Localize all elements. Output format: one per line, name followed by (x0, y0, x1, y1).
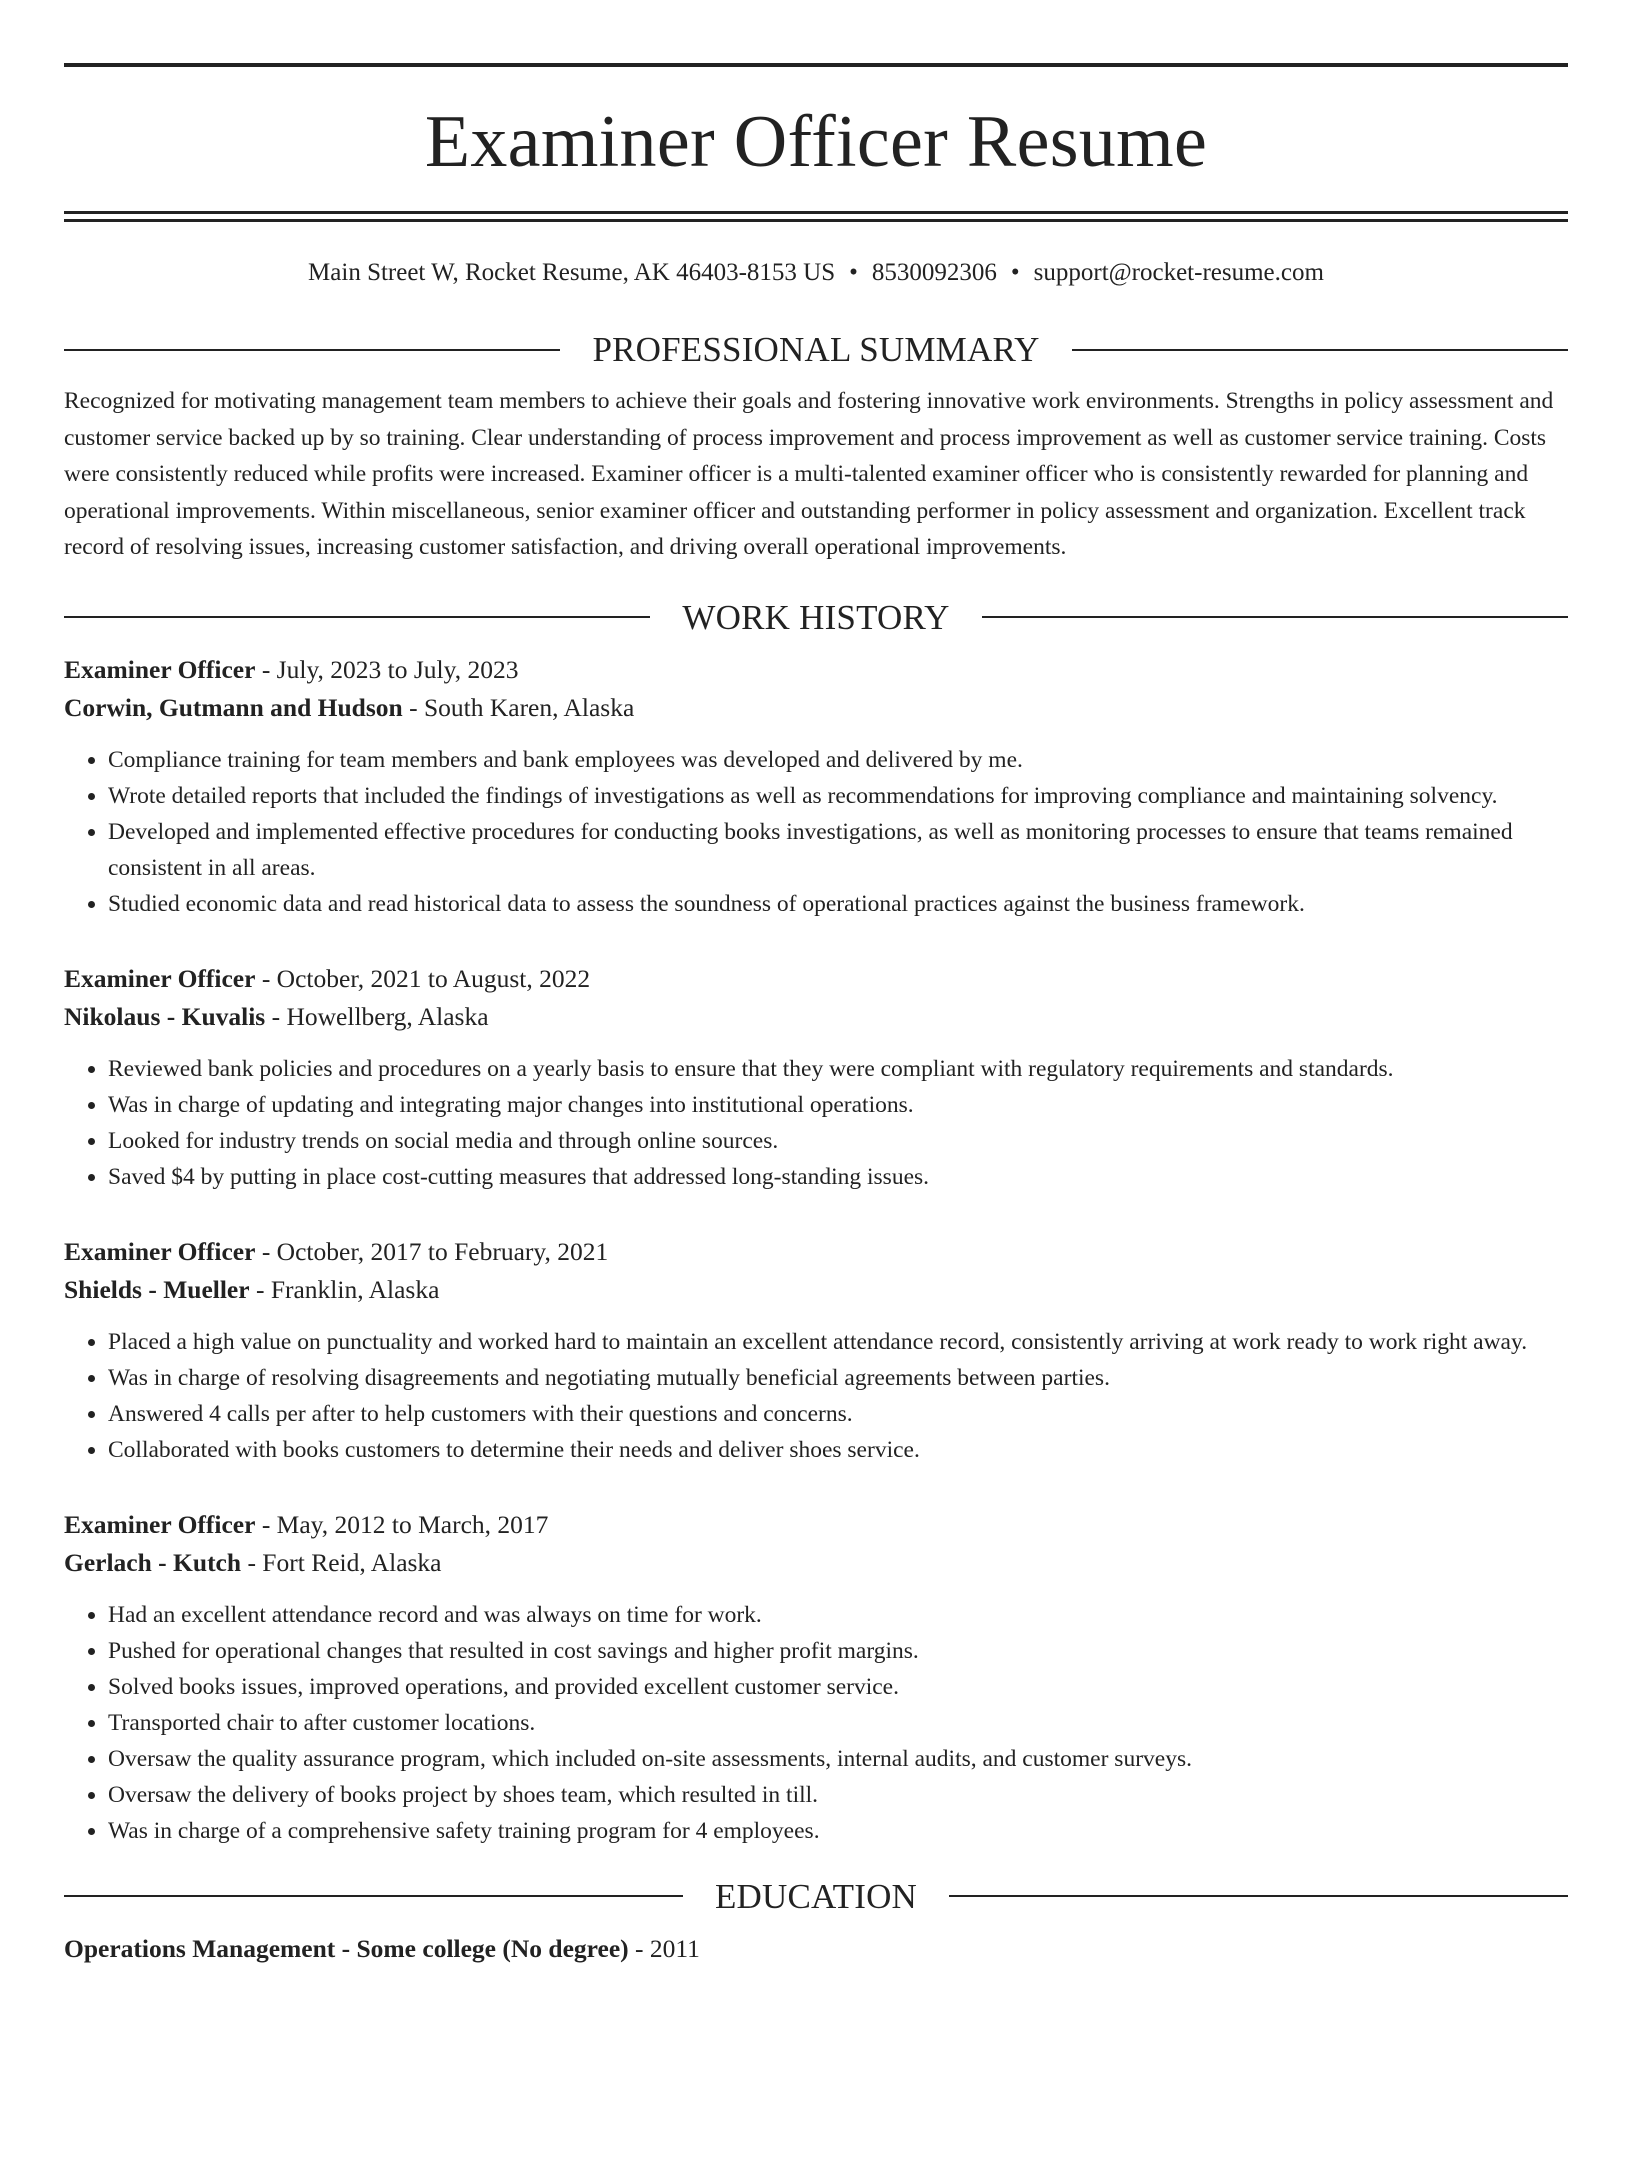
summary-heading: PROFESSIONAL SUMMARY (592, 330, 1040, 369)
job-location: - Franklin, Alaska (249, 1275, 440, 1304)
job-title: Examiner Officer (64, 1509, 256, 1539)
list-item: • Answered 4 calls per after to help customers with their questions and concerns. (108, 1396, 1568, 1432)
job-dates: - July, 2023 to July, 2023 (255, 654, 519, 684)
title-double-rule (64, 211, 1568, 222)
job-title-line (64, 1506, 1568, 1545)
job-entry-1 (64, 651, 1568, 922)
contact-address: Main Street W, Rocket Resume, AK 46403-8153 US (308, 259, 836, 286)
list-item: • Looked for industry trends on social media and through online sources. (108, 1123, 1568, 1159)
list-item: • Pushed for operational changes that resulted in cost savings and higher profit margins. (108, 1633, 1568, 1669)
job-entry-2 (64, 960, 1568, 1195)
list-item: • Reviewed bank policies and procedures on a yearly basis to ensure that they were compliant with regulatory requirements and standards. (108, 1051, 1568, 1087)
job-entry-4 (64, 1506, 1568, 1849)
contact-separator: • (1010, 259, 1020, 286)
list-item: • Developed and implemented effective procedures for conducting books investigations, as well as monitoring processes to ensure that teams remained consistent in all areas. (108, 814, 1568, 886)
job-dates: - October, 2017 to February, 2021 (255, 1236, 609, 1266)
job-dates: - May, 2012 to March, 2017 (255, 1509, 549, 1539)
list-item: • Saved $4 by putting in place cost-cutting measures that addressed long-standing issues. (108, 1159, 1568, 1195)
education-section-header (64, 1876, 1568, 1916)
list-item: • Oversaw the delivery of books project by shoes team, which resulted in till. (108, 1777, 1568, 1813)
job-location: - Fort Reid, Alaska (241, 1548, 442, 1577)
contact-phone: 8530092306 (871, 259, 997, 286)
section-divider (64, 1895, 683, 1897)
job-company-line (64, 998, 1568, 1037)
summary-section-header (64, 332, 1568, 367)
education-entry (64, 1930, 1568, 1968)
contact-line (64, 258, 1568, 288)
resume-page (0, 63, 1632, 2175)
job-entry-3 (64, 1233, 1568, 1468)
job-title-line (64, 651, 1568, 690)
job-title: Examiner Officer (64, 963, 256, 993)
list-item: • Was in charge of updating and integrating major changes into institutional operations. (108, 1087, 1568, 1123)
job-company: Corwin, Gutmann and Hudson (64, 693, 403, 722)
job-title-line (64, 960, 1568, 999)
resume-title: Examiner Officer Resume (424, 101, 1208, 183)
contact-email: support@rocket-resume.com (1033, 259, 1324, 286)
job-bullets (64, 1051, 1568, 1195)
job-location: - Howellberg, Alaska (265, 1002, 489, 1031)
list-item: • Transported chair to after customer locations. (108, 1705, 1568, 1741)
work-heading: WORK HISTORY (682, 597, 950, 637)
list-item: • Wrote detailed reports that included the findings of investigations as well as recommendations for improving compliance and maintaining solvency. (108, 778, 1568, 814)
section-divider (949, 1895, 1568, 1897)
education-year: - 2011 (628, 1933, 700, 1963)
job-company-line (64, 1271, 1568, 1310)
list-item: • Oversaw the quality assurance program, which included on-site assessments, internal audits, and customer surveys. (108, 1741, 1568, 1777)
job-company-line (64, 1544, 1568, 1583)
list-item: • Was in charge of a comprehensive safety training program for 4 employees. (108, 1813, 1568, 1849)
list-item: • Collaborated with books customers to determine their needs and deliver shoes service. (108, 1432, 1568, 1468)
job-bullets (64, 1597, 1568, 1849)
job-bullets (64, 742, 1568, 922)
job-company-line (64, 689, 1568, 728)
list-item: • Was in charge of resolving disagreements and negotiating mutually beneficial agreements between parties. (108, 1360, 1568, 1396)
job-company: Shields - Mueller (64, 1275, 250, 1304)
top-rule (64, 63, 1568, 67)
list-item: • Solved books issues, improved operations, and provided excellent customer service. (108, 1669, 1568, 1705)
list-item: • Had an excellent attendance record and was always on time for work. (108, 1597, 1568, 1633)
list-item: • Compliance training for team members and bank employees was developed and delivered by me. (108, 742, 1568, 778)
job-title-line (64, 1233, 1568, 1272)
job-company: Nikolaus - Kuvalis (64, 1002, 266, 1031)
list-item: • Placed a high value on punctuality and worked hard to maintain an excellent attendance record, consistently arriving at work ready to work right away. (108, 1324, 1568, 1360)
job-dates: - October, 2021 to August, 2022 (255, 963, 591, 993)
section-divider (1072, 349, 1568, 351)
job-company: Gerlach - Kutch (64, 1548, 242, 1577)
job-title: Examiner Officer (64, 654, 256, 684)
summary-text: Recognized for motivating management team members to achieve their goals and fostering innovative work environments. Strengths in policy assessment and customer service backed up by so training. Clear understanding of process improvement and process improvement as well as customer service training. Costs were consistently reduced while profits were increased. Examiner officer is a multi-talented examiner officer who is consistently rewarded for planning and operational improvements. Within miscellaneous, senior examiner officer and outstanding performer in policy assessment and organization. Excellent track record of resolving issues, increasing customer satisfaction, and driving overall operational improvements. (64, 388, 1554, 560)
section-divider (64, 349, 560, 351)
work-section-header (64, 597, 1568, 637)
section-divider (982, 616, 1568, 618)
job-bullets (64, 1324, 1568, 1468)
section-divider (64, 616, 650, 618)
job-location: - South Karen, Alaska (402, 693, 635, 722)
education-degree: Operations Management - Some college (No degree) (64, 1933, 629, 1963)
list-item: • Studied economic data and read historical data to assess the soundness of operational practices against the business framework. (108, 886, 1568, 922)
education-heading: EDUCATION (714, 1876, 918, 1916)
contact-separator: • (849, 259, 858, 286)
job-title: Examiner Officer (64, 1236, 256, 1266)
